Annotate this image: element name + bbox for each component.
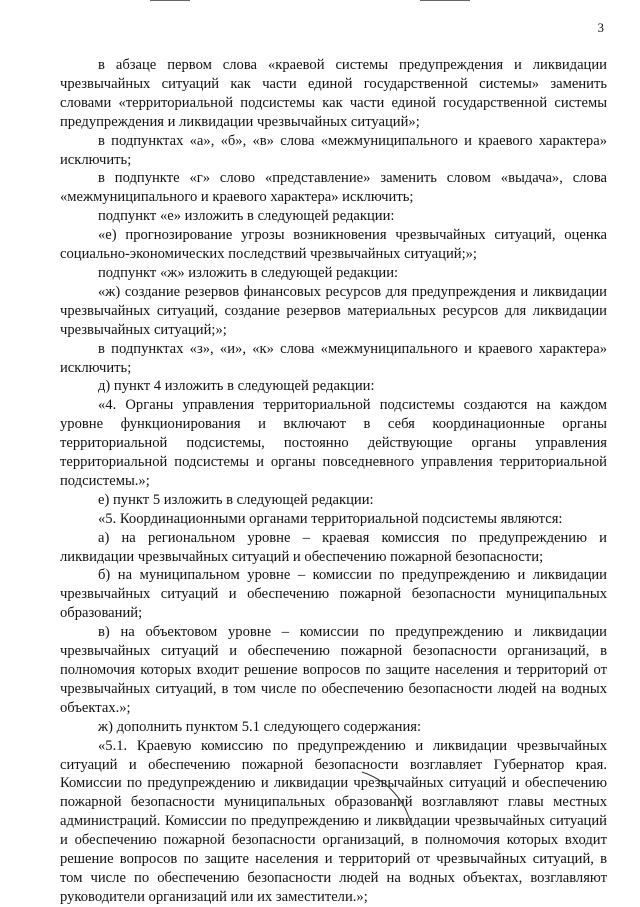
paragraph: в абзаце первом слова «краевой системы предупреждения и ликвидации чрезвычайных ситуаций как части единой государственной системы» заменить словами «территориальной подсистемы как части единой государственной системы предупреждения и ликвидации чрезвычайных ситуаций»; (60, 57, 607, 130)
scan-edge-rule-left (150, 0, 190, 1)
paragraph: «4. Органы управления территориальной подсистемы создаются на каждом уровне функционирования и включают в себя координационные органы территориальной подсистемы, постоянно действующие органы управления территориальной подсистемы и органы повседневного управления территориальной подсистемы.»; (60, 397, 607, 489)
page-number: 3 (597, 20, 604, 35)
scan-edge-rule-right (420, 0, 470, 1)
pen-stroke-mark (360, 768, 450, 828)
document-body (60, 56, 607, 907)
paragraph: д) пункт 4 изложить в следующей редакции: (98, 378, 375, 395)
paragraph: е) пункт 5 изложить в следующей редакции: (98, 491, 374, 508)
paragraph: «5.1. Краевую комиссию по предупреждению и ликвидации чрезвычайных ситуаций и обеспечению пожарной безопасности возглавляет Губернатор края. Комиссии по предупреждению и ликвидации чрезвычайных ситуаций и обеспечению пожарной безопасности муниципальных образований возглавляют главы местных администраций. Комиссии по предупреждению и ликвидации чрезвычайных ситуаций и обеспечению пожарной безопасности организаций, в полномочия которых входит решение вопросов по защите населения и территорий от чрезвычайных ситуаций, в том числе по обеспечению безопасности людей на водных объектах, возглавляют руководители организаций или их заместители.»; (60, 737, 607, 905)
paragraph: «5. Координационными органами территориальной подсистемы являются: (98, 510, 563, 527)
paragraph: подпункт «е» изложить в следующей редакции: (98, 208, 395, 225)
paragraph: в) на объектовом уровне – комиссии по предупреждению и ликвидации чрезвычайных ситуаций и обеспечению пожарной безопасности организаций, в полномочия которых входит решение вопросов по защите населения и территорий от чрезвычайных ситуаций, в том числе по обеспечению безопасности людей на водных объектах.»; (60, 624, 607, 716)
paragraph: б) на муниципальном уровне – комиссии по предупреждению и ликвидации чрезвычайных ситуаций и обеспечению пожарной безопасности муниципальных образований; (60, 567, 607, 622)
paragraph: ж) дополнить пунктом 5.1 следующего содержания: (98, 718, 422, 735)
paragraph: «е) прогнозирование угрозы возникновения чрезвычайных ситуаций, оценка социально-экономических последствий чрезвычайных ситуаций;»; (60, 227, 607, 263)
paragraph: подпункт «ж» изложить в следующей редакции: (98, 264, 399, 281)
paragraph: в подпунктах «з», «и», «к» слова «межмуниципального и краевого характера» исключить; (60, 340, 607, 376)
paragraph: а) на региональном уровне – краевая комиссия по предупреждению и ликвидации чрезвычайных ситуаций и обеспечению пожарной безопасности; (60, 529, 607, 565)
paragraph: в подпункте «г» слово «представление» заменить словом «выдача», слова «межмуниципального и краевого характера» исключить; (60, 170, 607, 206)
paragraph: «ж) создание резервов финансовых ресурсов для предупреждения и ликвидации чрезвычайных ситуаций, создание резервов материальных ресурсов для ликвидации чрезвычайных ситуаций;»; (60, 283, 607, 338)
paragraph: в подпунктах «а», «б», «в» слова «межмуниципального и краевого характера» исключить; (60, 132, 607, 168)
